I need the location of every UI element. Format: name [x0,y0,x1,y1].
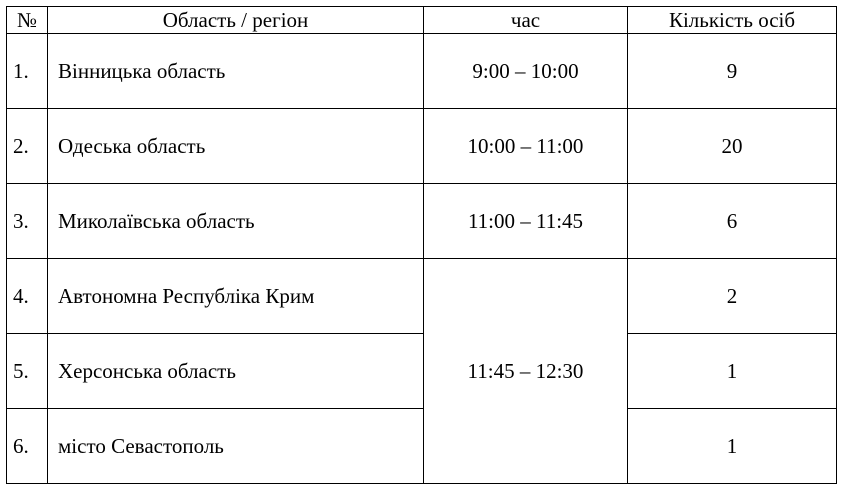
table-row [7,184,837,259]
table-row [7,334,837,409]
header-row [7,7,837,34]
row-region: місто Севастополь [48,409,424,484]
row-region: Миколаївська область [48,184,424,259]
row-count: 9 [628,34,837,109]
header-number: № [7,7,48,34]
table-row [7,409,837,484]
table-row [7,34,837,109]
table-row [7,109,837,184]
row-count: 6 [628,184,837,259]
row-number: 6. [7,409,48,484]
row-count: 20 [628,109,837,184]
row-number: 1. [7,34,48,109]
row-number: 2. [7,109,48,184]
header-count: Кількість осіб [628,7,837,34]
row-count: 1 [628,409,837,484]
row-count: 2 [628,259,837,334]
header-time: час [424,7,628,34]
table-header [7,7,837,34]
row-number: 4. [7,259,48,334]
row-region: Херсонська область [48,334,424,409]
row-time: 11:00 – 11:45 [424,184,628,259]
row-time: 9:00 – 10:00 [424,34,628,109]
row-region: Одеська область [48,109,424,184]
table-body [7,34,837,484]
table-row [7,259,837,334]
row-region: Автономна Республіка Крим [48,259,424,334]
row-number: 3. [7,184,48,259]
row-number: 5. [7,334,48,409]
header-region: Область / регіон [48,7,424,34]
row-time-merged: 11:45 – 12:30 [424,259,628,484]
row-count: 1 [628,334,837,409]
row-region: Вінницька область [48,34,424,109]
row-time: 10:00 – 11:00 [424,109,628,184]
schedule-table [6,6,837,484]
